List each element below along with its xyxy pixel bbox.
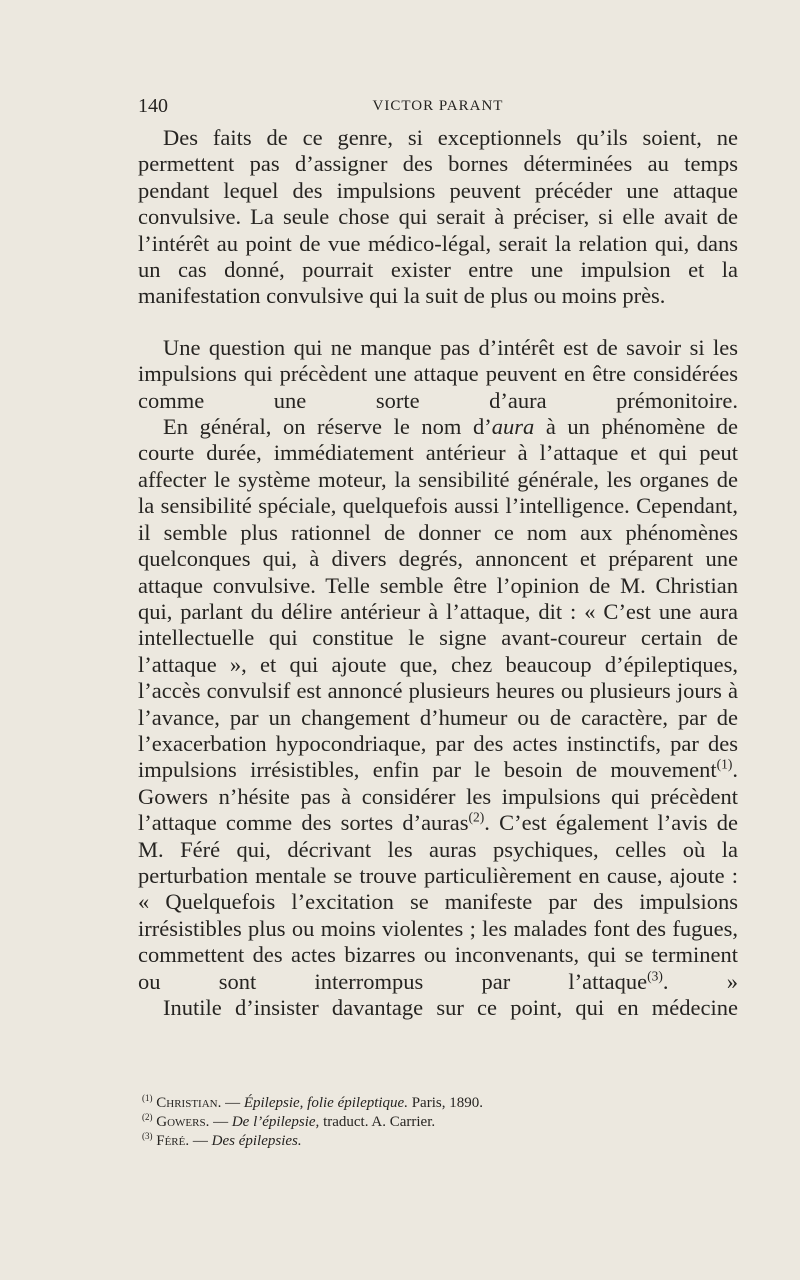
- footnote-sep: —: [221, 1095, 244, 1111]
- footnote-author: Féré.: [156, 1133, 190, 1149]
- footnotes: [138, 1094, 738, 1151]
- footnote-author: Christian.: [156, 1095, 222, 1111]
- page-number: 140: [138, 95, 168, 117]
- footnote-ref-2: (2): [468, 809, 485, 825]
- running-title: VICTOR PARANT: [372, 98, 504, 114]
- paragraph-3-text-a: En général, on réserve le nom d’: [163, 414, 492, 440]
- paragraph-3-text-b: à un phénomène de courte durée, immédiatement antérieur à l’attaque et qui peut affecter le système moteur, la sensibilité générale, les organes de la sensibilité spéciale, quelquefois aussi l’intelligence. Cependant, il semble plus rationnel de donner ce nom aux phénomènes quelconques qui, à divers degrés, annoncent et préparent une attaque convulsive. Telle semble être l’opinion de M. Christian qui, parlant du délire antérieur à l’attaque, dit : « C’est une aura intellectuelle qui constitue le signe avant-coureur certain de l’attaque », et qui ajoute que, chez beaucoup d’épileptiques, l’accès convulsif est annoncé plusieurs heures ou plusieurs jours à l’avance, par un changement d’humeur ou de caractère, par de l’exacerbation hypocondriaque, par des actes instinctifs, par des impulsions irrésistibles, enfin par le besoin de mouvement: [138, 414, 738, 783]
- footnote-mark: (1): [142, 1093, 153, 1103]
- footnote-rest: traduct. A. Carrier.: [319, 1114, 436, 1130]
- paragraph-3-text-d: . C’est également l’avis de M. Féré qui, décrivant les auras psychiques, celles où la perturbation mentale se trouve particulièrement en cause, ajoute : « Quelquefois l’excitation se manifeste par des impulsions irrésistibles plus ou moins violentes ; les malades font des fugues, commettent des actes bizarres ou inconvenants, qui se terminent ou sont interrompus par l’attaque: [138, 810, 738, 994]
- footnote-1: [138, 1094, 738, 1113]
- paragraph-4: Inutile d’insister davantage sur ce point, qui en médecine: [163, 995, 738, 1020]
- footnote-title: De l’épilepsie,: [231, 1114, 320, 1130]
- footnote-sep: —: [209, 1114, 232, 1130]
- footnote-2: [138, 1113, 738, 1132]
- running-head: [138, 95, 738, 119]
- paragraph-2: Une question qui ne manque pas d’intérêt est de savoir si les impulsions qui précèdent une attaque peuvent en être considérées comme une sorte d’aura prémonitoire.: [138, 334, 738, 413]
- footnote-sep: —: [189, 1133, 212, 1149]
- footnote-mark: (3): [142, 1131, 153, 1141]
- footnote-title: Des épilepsies.: [211, 1133, 302, 1149]
- paragraph-1: Des faits de ce genre, si exceptionnels qu’ils soient, ne permettent pas d’assigner des bornes déterminées au temps pendant lequel des impulsions peuvent précéder une attaque convulsive. La seule chose qui serait à préciser, si elle avait de l’intérêt au point de vue médico-légal, serait la relation qui, dans un cas donné, pourrait exister entre une impulsion et la manifestation convulsive qui la suit de plus ou moins près.: [138, 125, 738, 309]
- paragraph-3: [138, 414, 738, 995]
- body-text: [138, 125, 738, 1021]
- footnote-3: [138, 1132, 738, 1151]
- footnote-ref-3: (3): [647, 968, 663, 984]
- footnote-author: Gowers.: [156, 1114, 210, 1130]
- footnote-mark: (2): [142, 1112, 153, 1122]
- paragraph-3-text-e: . »: [662, 968, 738, 994]
- aura-term: aura: [491, 414, 535, 440]
- footnote-ref-1: (1): [716, 756, 733, 772]
- footnote-title: Épilepsie, folie épileptique.: [243, 1095, 408, 1111]
- paragraph-3-text-c: . Gowers n’hésite pas à considérer les impulsions qui précèdent l’attaque comme des sortes d’auras: [138, 757, 738, 836]
- footnote-rest: Paris, 1890.: [407, 1095, 483, 1111]
